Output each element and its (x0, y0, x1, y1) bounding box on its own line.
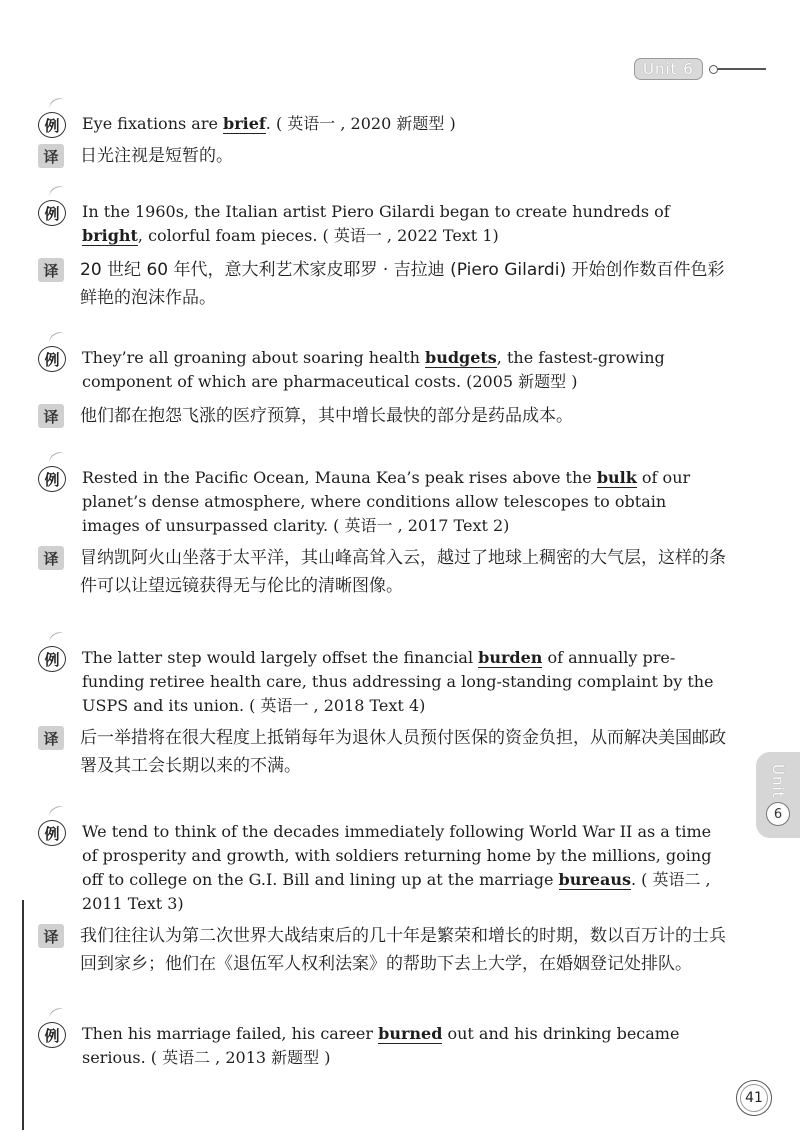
translation-text: 20 世纪 60 年代，意大利艺术家皮耶罗 · 吉拉迪 (Piero Gilardi) 开始创作数百件色彩鲜艳的泡沫作品。 (80, 260, 725, 308)
example-marker-icon: 例 (38, 646, 66, 672)
example-sentence: Rested in the Pacific Ocean, Mauna Kea’s peak rises above the bulk of our planet’s dense atmosphere, where conditions allow telescopes to obtain images of unsurpassed clarity. ( 英语一 , 2017 Text 2) (82, 468, 691, 535)
header-rule (709, 65, 766, 74)
example-sentence: We tend to think of the decades immediately following World War II as a time of prosperity and growth, with soldiers returning home by the millions, going off to college on the G.I. Bill and lining up at the marriage bureaus. ( 英语二 , 2011 Text 3) (82, 822, 712, 913)
example-sentence: Then his marriage failed, his career burned out and his drinking became serious. ( 英语二 , 2013 新题型 ) (82, 1024, 680, 1067)
translation-marker-icon: 译 (38, 924, 64, 948)
translation-marker-icon: 译 (38, 404, 64, 428)
translation-marker-icon: 译 (38, 258, 64, 282)
example-sentence: The latter step would largely offset the financial burden of annually pre-funding retiree health care, thus addressing a long-standing complaint by the USPS and its union. ( 英语一 , 2018 Text 4) (82, 648, 714, 715)
example-marker-icon: 例 (38, 1022, 66, 1048)
example-marker-icon: 例 (38, 466, 66, 492)
side-unit-tab (756, 752, 800, 838)
translation-marker-icon: 译 (38, 144, 64, 168)
unit-label: Unit 6 (634, 58, 703, 80)
example-block (38, 200, 728, 312)
translation-text: 冒纳凯阿火山坐落于太平洋，其山峰高耸入云，越过了地球上稠密的大气层，这样的条件可以让望远镜获得无与伦比的清晰图像。 (80, 548, 726, 596)
example-marker-icon: 例 (38, 112, 66, 138)
translation-marker-icon: 译 (38, 726, 64, 750)
unit-header (634, 58, 766, 80)
keyword: budgets (425, 348, 497, 367)
keyword: bright (82, 226, 138, 245)
side-tab-number: 6 (766, 802, 790, 826)
example-sentence: In the 1960s, the Italian artist Piero Gilardi began to create hundreds of bright, colorful foam pieces. ( 英语一 , 2022 Text 1) (82, 202, 670, 245)
keyword: burden (478, 648, 543, 667)
example-block (38, 112, 728, 170)
translation-text: 我们往往认为第二次世界大战结束后的几十年是繁荣和增长的时期，数以百万计的士兵回到家乡；他们在《退伍军人权利法案》的帮助下去上大学，在婚姻登记处排队。 (80, 926, 726, 974)
keyword: brief (223, 114, 266, 133)
example-block (38, 1022, 728, 1070)
side-tab-word: Unit (769, 763, 787, 799)
page-number: 41 (736, 1080, 772, 1116)
example-marker-icon: 例 (38, 200, 66, 226)
example-marker-icon: 例 (38, 820, 66, 846)
example-marker-icon: 例 (38, 346, 66, 372)
keyword: burned (378, 1024, 443, 1043)
example-block (38, 820, 728, 978)
translation-text: 他们都在抱怨飞涨的医疗预算，其中增长最快的部分是药品成本。 (80, 406, 573, 426)
translation-text: 日光注视是短暂的。 (80, 146, 233, 166)
keyword: bureaus (558, 870, 631, 889)
example-sentence: They’re all groaning about soaring health budgets, the fastest-growing component of which are pharmaceutical costs. (2005 新题型 ) (82, 348, 665, 391)
example-block (38, 346, 728, 430)
keyword: bulk (596, 468, 637, 487)
example-sentence: Eye fixations are brief. ( 英语一 , 2020 新题型 ) (82, 114, 456, 133)
example-block (38, 466, 728, 600)
margin-rule (22, 900, 24, 1130)
translation-marker-icon: 译 (38, 546, 64, 570)
translation-text: 后一举措将在很大程度上抵销每年为退休人员预付医保的资金负担，从而解决美国邮政署及其工会长期以来的不满。 (80, 728, 726, 776)
example-block (38, 646, 728, 780)
